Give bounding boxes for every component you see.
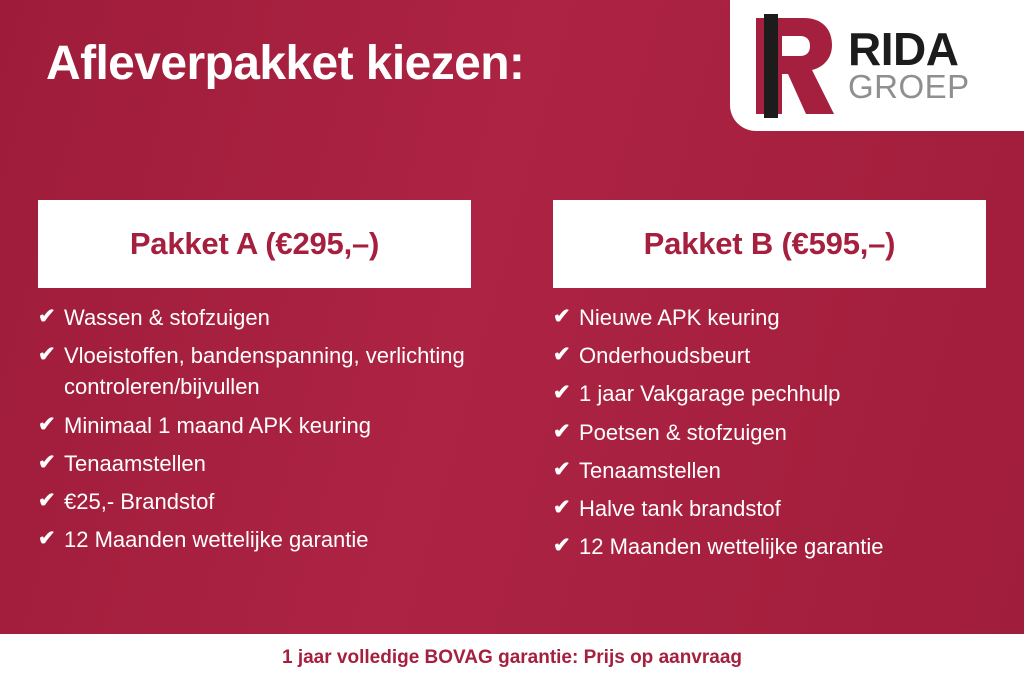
feature-label: Tenaamstellen — [579, 457, 721, 483]
package-b-features — [553, 302, 986, 563]
check-icon: ✔ — [38, 343, 56, 367]
package-a-title: Pakket A (€295,–) — [129, 226, 380, 261]
list-item — [38, 448, 471, 479]
check-icon: ✔ — [553, 457, 571, 481]
list-item — [38, 340, 471, 402]
rida-monogram-icon — [748, 14, 842, 118]
feature-label: Minimaal 1 maand APK keuring — [64, 412, 371, 438]
brand-logo — [730, 0, 1024, 131]
list-item — [553, 378, 986, 409]
feature-label: €25,- Brandstof — [64, 489, 215, 515]
package-card-a — [38, 200, 471, 570]
feature-label: Nieuwe APK keuring — [579, 305, 780, 330]
list-item — [38, 302, 471, 333]
feature-label: 1 jaar Vakgarage pechhulp — [579, 381, 841, 407]
check-icon: ✔ — [553, 534, 571, 558]
package-a-features — [38, 302, 471, 556]
feature-label: 12 Maanden wettelijke garantie — [64, 527, 369, 553]
list-item — [38, 486, 471, 517]
check-icon: ✔ — [38, 450, 56, 474]
feature-label: Halve tank brandstof — [579, 496, 781, 522]
footer-banner — [0, 634, 1024, 682]
list-item — [38, 410, 471, 441]
feature-label: Tenaamstellen — [64, 450, 206, 476]
list-item — [553, 340, 986, 371]
check-icon: ✔ — [553, 343, 571, 367]
check-icon: ✔ — [553, 496, 571, 520]
list-item — [553, 302, 986, 333]
check-icon: ✔ — [553, 305, 571, 328]
feature-label: Wassen & stofzuigen — [64, 305, 270, 330]
package-list — [38, 200, 986, 570]
brand-wordmark — [848, 23, 970, 106]
check-icon: ✔ — [553, 381, 571, 405]
page-title: Afleverpakket kiezen: — [46, 37, 525, 90]
brand-name: RIDA — [848, 23, 959, 76]
check-icon: ✔ — [38, 489, 56, 513]
feature-label: 12 Maanden wettelijke garantie — [579, 534, 884, 560]
package-b-title: Pakket B (€595,–) — [643, 226, 896, 261]
list-item — [38, 524, 471, 555]
check-icon: ✔ — [38, 412, 56, 436]
list-item — [553, 531, 986, 562]
list-item — [553, 417, 986, 448]
list-item — [553, 493, 986, 524]
package-a-header — [38, 200, 471, 288]
check-icon: ✔ — [553, 419, 571, 443]
feature-label: Vloeistoffen, bandenspanning, verlichting controleren/bijvullen — [64, 343, 465, 400]
check-icon: ✔ — [38, 527, 56, 551]
list-item — [553, 455, 986, 486]
check-icon: ✔ — [38, 305, 56, 328]
package-b-header — [553, 200, 986, 288]
feature-label: Onderhoudsbeurt — [579, 343, 751, 369]
brand-subtitle: GROEP — [848, 68, 970, 106]
footer-text: 1 jaar volledige BOVAG garantie: Prijs op aanvraag — [281, 647, 743, 668]
package-card-b — [553, 200, 986, 570]
feature-label: Poetsen & stofzuigen — [579, 419, 787, 445]
